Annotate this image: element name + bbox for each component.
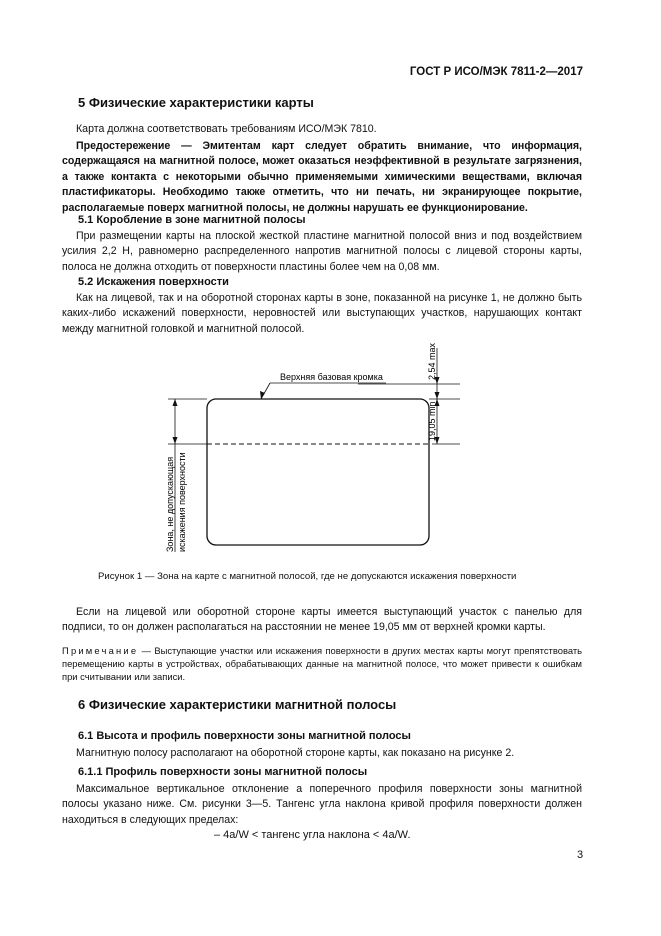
- top-edge-label: Верхняя базовая кромка: [280, 372, 383, 382]
- zone-label-line-1: Зона, не допускающая: [165, 456, 175, 552]
- section-6-heading: 6 Физические характеристики магнитной полосы: [78, 697, 397, 712]
- note-label: Примечание: [62, 645, 139, 656]
- note-paragraph: [62, 644, 582, 684]
- document-code-header: ГОСТ Р ИСО/МЭК 7811-2—2017: [409, 66, 583, 78]
- zone-label-line-2: искажения поверхности: [177, 452, 187, 552]
- after-figure-paragraph: Если на лицевой или оборотной стороне карты имеется выступающий участок с панелью для подписи, то он должен располагаться на расстоянии не менее 19,05 мм от верхней кромки карты.: [62, 606, 582, 634]
- section-5-1-text: При размещении карты на плоской жесткой пластине магнитной полосой вниз и под воздействием усилия 2,2 Н, равномерно распределенного напротив магнитной полосы с лицевой стороны карты, полоса не должна отходить от поверхности пластины более чем на 0,08 мм.: [62, 230, 582, 273]
- page-number: 3: [577, 849, 584, 861]
- note-text: — Выступающие участки или искажения поверхности в других местах карты могут препятствовать перемещению карты в устройствах, обрабатывающих данные на магнитной полосе, что может привести к ошибкам при считывании или записи.: [62, 645, 582, 683]
- section-5-heading: 5 Физические характеристики карты: [78, 95, 314, 110]
- dim-top-text: 2,54 max: [427, 342, 437, 380]
- section-5-2-heading: 5.2 Искажения поверхности: [78, 276, 229, 288]
- figure-1-caption: Рисунок 1 — Зона на карте с магнитной полосой, где не допускаются искажения поверхности: [98, 571, 517, 582]
- left-dim-arrow-top: [173, 399, 178, 406]
- figure-1-card-diagram: [150, 340, 480, 565]
- top-edge-leader-arrow: [260, 391, 265, 399]
- dim-right-text: 19,05 min: [427, 401, 437, 441]
- section-5-1-heading: 5.1 Коробление в зоне магнитной полосы: [78, 214, 306, 226]
- section-6-1-text: Магнитную полосу располагают на оборотной стороне карты, как показано на рисунке 2.: [76, 747, 515, 759]
- section-6-1-1-heading: 6.1.1 Профиль поверхности зоны магнитной полосы: [78, 766, 368, 778]
- section-5-2-text: Как на лицевой, так и на оборотной сторонах карты в зоне, показанной на рисунке 1, не должно быть каких-либо искажений поверхности, неровностей или выступающих участков, нарушающих контакт между магнитной головкой и магнитной полосой.: [62, 292, 582, 335]
- warning-paragraph: Предостережение — Эмитентам карт следует обратить внимание, что информация, содержащаяся на магнитной полосе, может оказаться неэффективной в результате загрязнения, а также контакта с некоторыми обычно применяемыми химическими веществами, включая пластификаторы. Необходимо также отметить, что ни печать, ни экранирующее покрытие, располагаемые поверх магнитной полосы, не должны нарушать ее функционирование.: [62, 140, 582, 214]
- section-6-1-1-text: Максимальное вертикальное отклонение a поперечного профиля поверхности зоны магнитной полосы указано ниже. См. рисунки 3—5. Тангенс угла наклона кривой профиля поверхности должен находиться в следующих пределах:: [62, 783, 582, 826]
- slope-formula: – 4a/W < тангенс угла наклона < 4a/W.: [214, 829, 411, 841]
- dim-arrow-3: [435, 392, 440, 399]
- card-outline: [207, 399, 429, 545]
- left-dim-arrow-bottom: [173, 437, 178, 444]
- section-6-1-heading: 6.1 Высота и профиль поверхности зоны магнитной полосы: [78, 730, 411, 742]
- section-5-paragraph: Карта должна соответствовать требованиям ИСО/МЭК 7810.: [76, 123, 377, 135]
